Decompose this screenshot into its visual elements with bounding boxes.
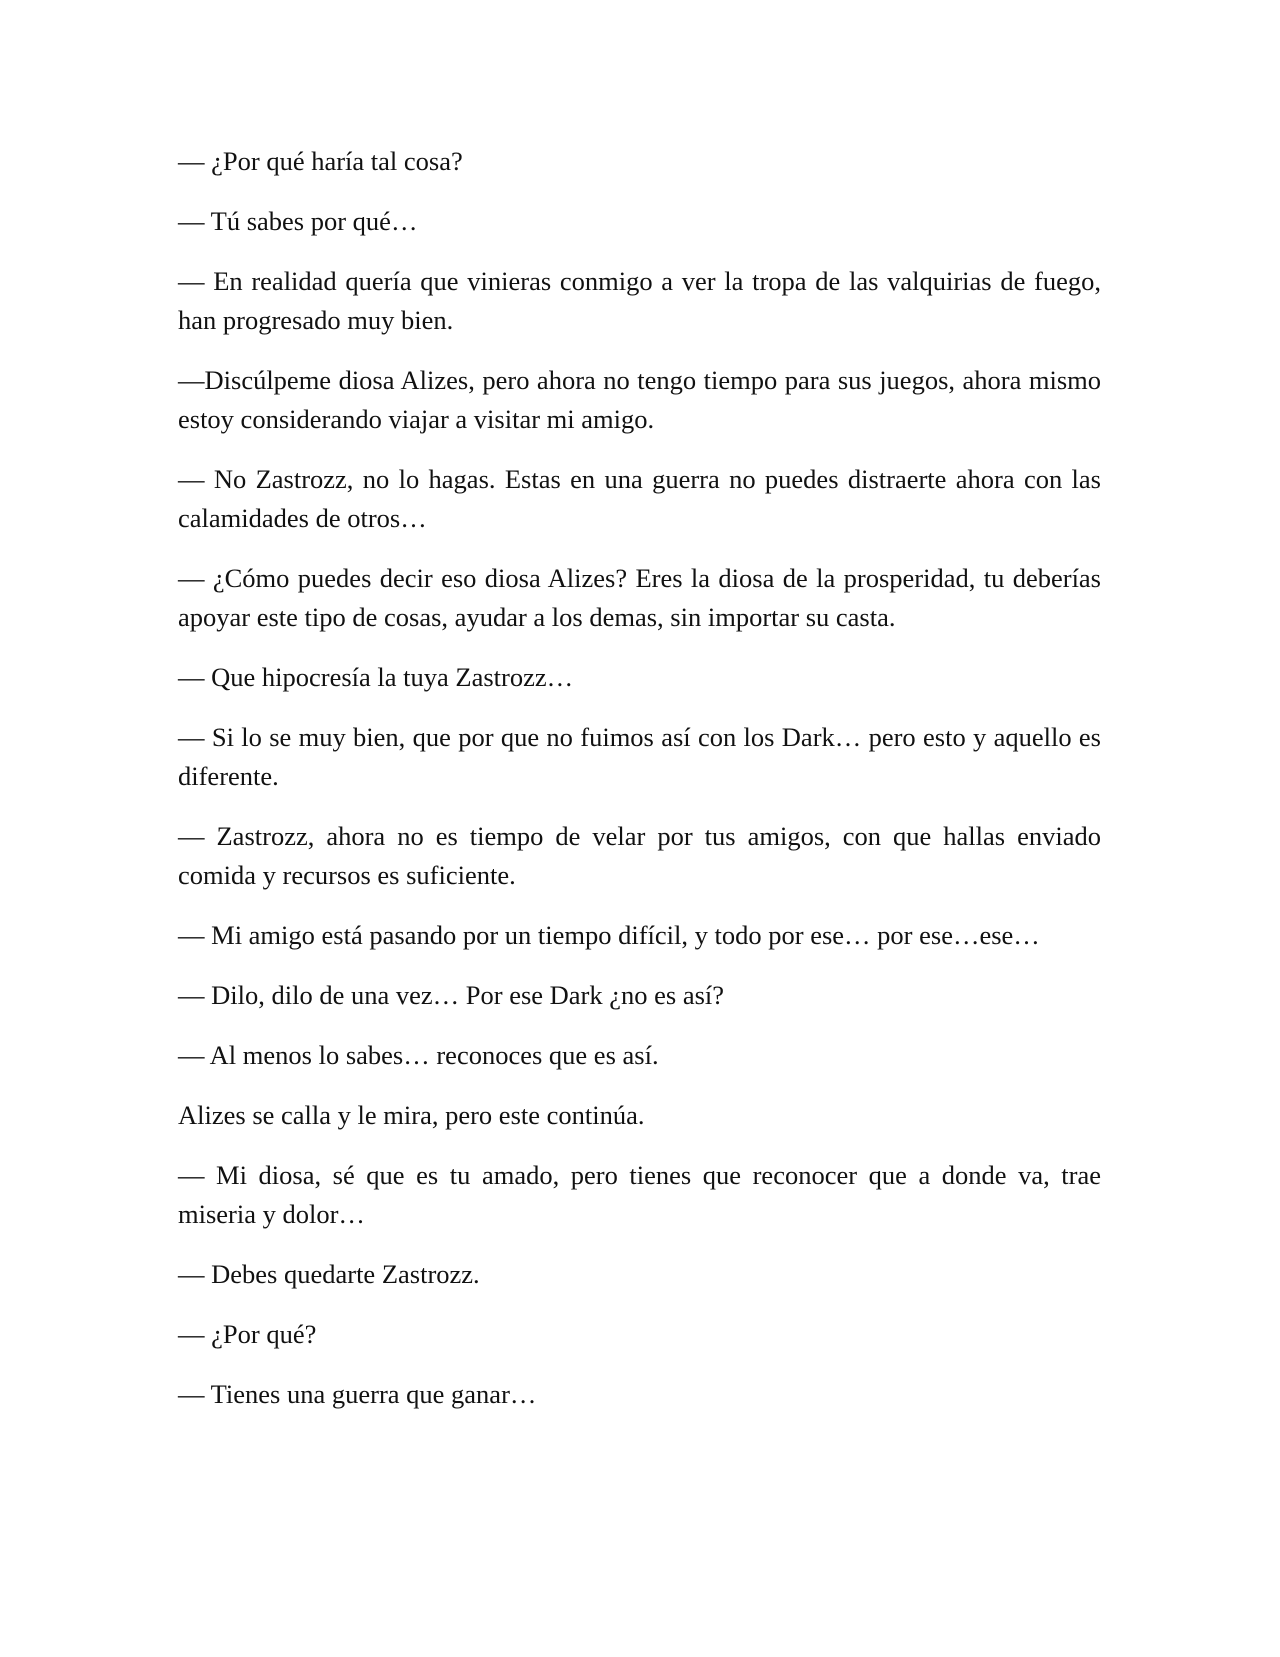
paragraph-8: — Si lo se muy bien, que por que no fuimos así con los Dark… pero esto y aquello es diferente. bbox=[178, 722, 1101, 791]
paragraph-7: — Que hipocresía la tuya Zastrozz… bbox=[178, 662, 574, 692]
paragraph-6: — ¿Cómo puedes decir eso diosa Alizes? Eres la diosa de la prosperidad, tu deberías apoyar este tipo de cosas, ayudar a los demas, sin importar su casta. bbox=[178, 563, 1101, 632]
paragraph-1: — ¿Por qué haría tal cosa? bbox=[178, 146, 463, 176]
paragraph-17: — Tienes una guerra que ganar… bbox=[178, 1379, 537, 1409]
document-page bbox=[178, 142, 1101, 1435]
paragraph-14: — Mi diosa, sé que es tu amado, pero tienes que reconocer que a donde va, trae miseria y dolor… bbox=[178, 1160, 1101, 1229]
paragraph-9: — Zastrozz, ahora no es tiempo de velar por tus amigos, con que hallas enviado comida y recursos es suficiente. bbox=[178, 821, 1101, 890]
paragraph-12: — Al menos lo sabes… reconoces que es así. bbox=[178, 1040, 659, 1070]
paragraph-3: — En realidad quería que vinieras conmigo a ver la tropa de las valquirias de fuego, han progresado muy bien. bbox=[178, 266, 1101, 335]
paragraph-10: — Mi amigo está pasando por un tiempo difícil, y todo por ese… por ese…ese… bbox=[178, 920, 1040, 950]
paragraph-13: Alizes se calla y le mira, pero este continúa. bbox=[178, 1100, 645, 1130]
paragraph-16: — ¿Por qué? bbox=[178, 1319, 317, 1349]
paragraph-15: — Debes quedarte Zastrozz. bbox=[178, 1259, 480, 1289]
paragraph-4: —Discúlpeme diosa Alizes, pero ahora no tengo tiempo para sus juegos, ahora mismo estoy considerando viajar a visitar mi amigo. bbox=[178, 365, 1101, 434]
paragraph-5: — No Zastrozz, no lo hagas. Estas en una guerra no puedes distraerte ahora con las calamidades de otros… bbox=[178, 464, 1101, 533]
paragraph-11: — Dilo, dilo de una vez… Por ese Dark ¿no es así? bbox=[178, 980, 725, 1010]
paragraph-2: — Tú sabes por qué… bbox=[178, 206, 418, 236]
